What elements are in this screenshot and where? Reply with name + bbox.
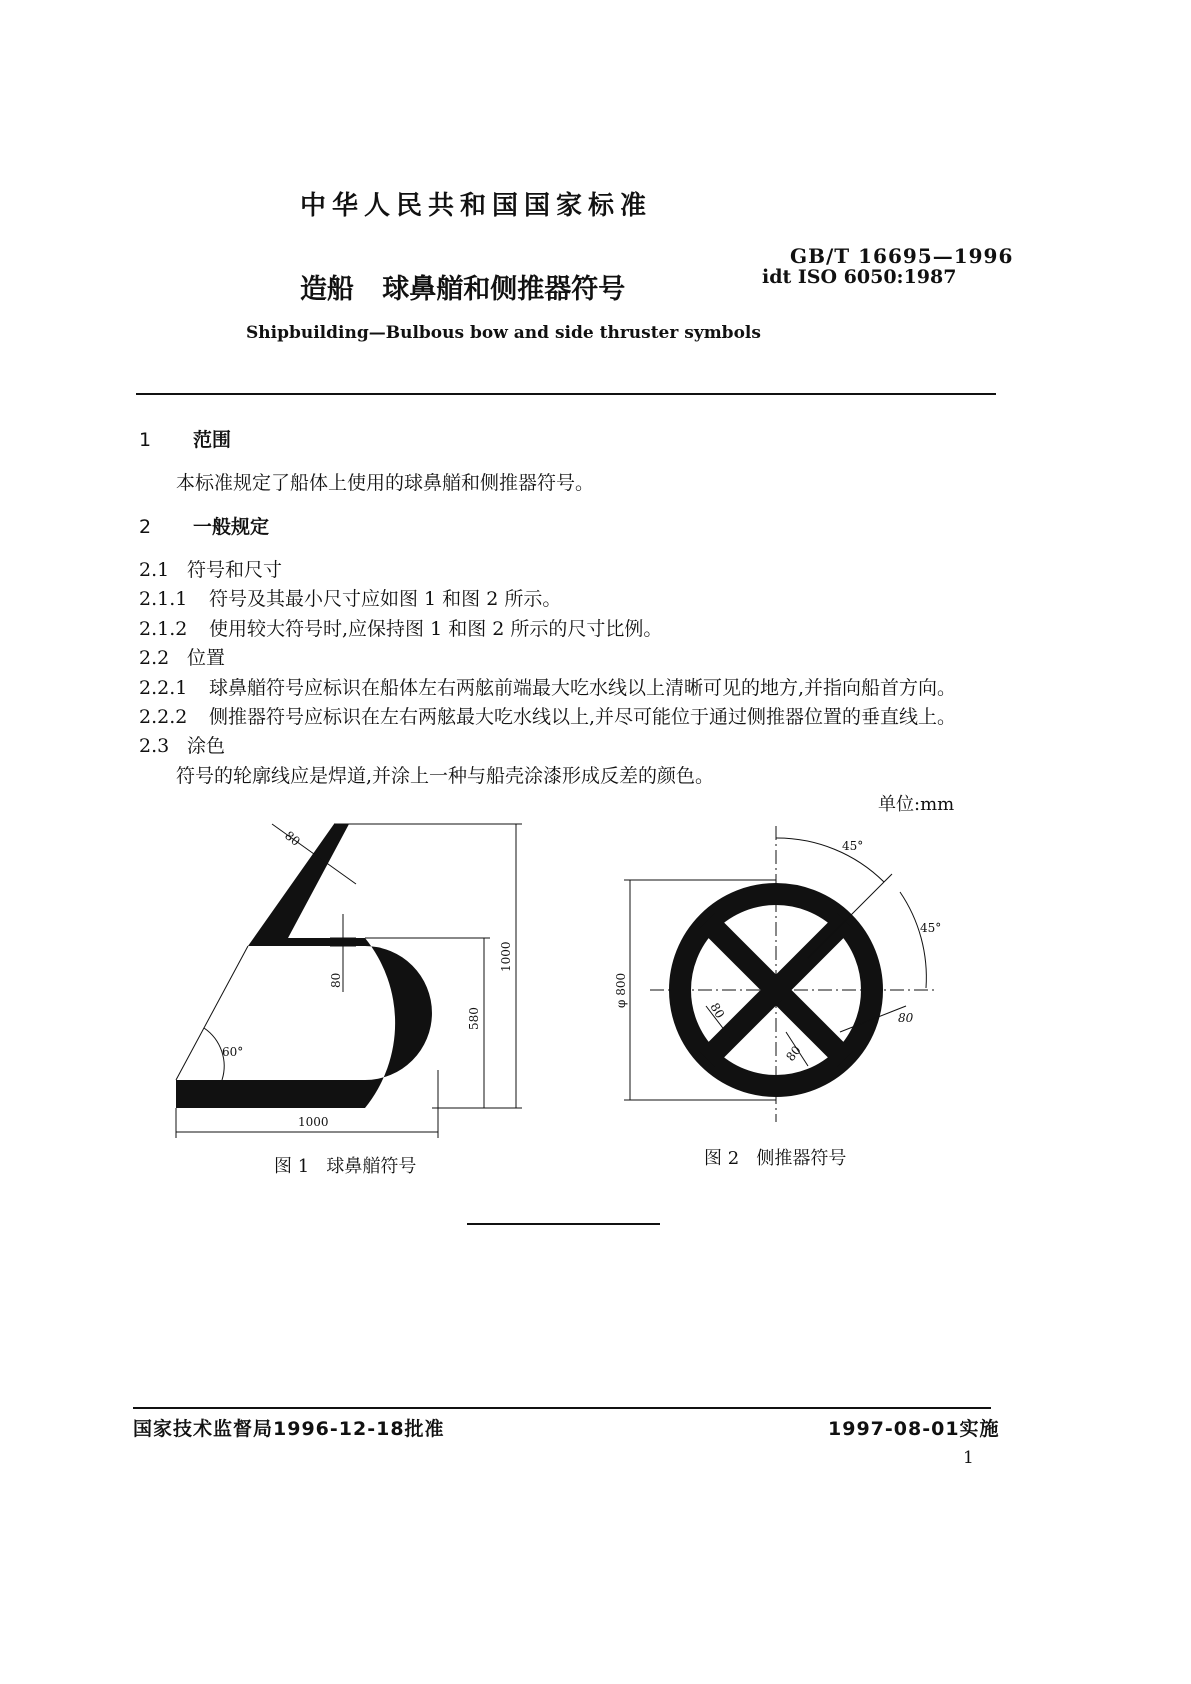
figure-1-bulbous-bow-symbol (160, 810, 560, 1150)
footer-rule (133, 1407, 991, 1409)
clause-text: 位置 (187, 647, 226, 669)
section-number: 1 (139, 429, 152, 451)
clause-number: 2.2 (139, 647, 170, 669)
section-title: 范围 (193, 429, 232, 451)
figure-2-side-thruster-symbol (608, 810, 948, 1130)
angle-top-label: 45° (842, 839, 864, 853)
section-2-heading (139, 512, 269, 539)
angle-label: 60° (222, 1045, 244, 1059)
bulbous-bow-shape (176, 824, 432, 1108)
clause-number: 2.1.1 (139, 588, 188, 610)
angle-arc-right (900, 892, 926, 988)
clause-2-2 (139, 643, 225, 670)
clause-text: 使用较大符号时,应保持图 1 和图 2 所示的尺寸比例。 (209, 618, 663, 640)
clause-2-1-2 (139, 614, 662, 641)
clause-number: 2.2.1 (139, 677, 188, 699)
clause-2-1 (139, 555, 282, 582)
clause-2-3 (139, 731, 225, 758)
ring-stroke-label: 80 (898, 1011, 914, 1025)
clause-number: 2.1 (139, 559, 170, 581)
diameter-label: φ 800 (614, 972, 628, 1008)
cross-stroke-label-a: 80 (707, 1000, 728, 1021)
standard-code: GB/T 16695—1996 (790, 244, 1014, 268)
cross-stroke-label-b: 80 (783, 1043, 804, 1064)
approval-date: 国家技术监督局1996-12-18批准 (133, 1418, 445, 1440)
section-1-heading (139, 425, 231, 452)
clause-2-2-2 (139, 702, 956, 729)
document-title-cn: 造船 球鼻艏和侧推器符号 (300, 274, 626, 305)
stroke-width-label: 80 (282, 828, 303, 849)
section-1-text: 本标准规定了船体上使用的球鼻艏和侧推器符号。 (176, 472, 595, 494)
height-total-label: 1000 (499, 941, 513, 972)
angle-arc-top (776, 838, 884, 882)
end-rule (467, 1223, 660, 1225)
implementation-date: 1997-08-01实施 (828, 1418, 1000, 1440)
clause-2-2-1 (139, 673, 956, 700)
hull-line (176, 946, 248, 1080)
page-number: 1 (963, 1448, 974, 1468)
clause-text: 涂色 (187, 735, 226, 757)
clause-number: 2.1.2 (139, 618, 188, 640)
section-number: 2 (139, 516, 152, 538)
clause-number: 2.3 (139, 735, 170, 757)
clause-text: 符号和尺寸 (187, 559, 283, 581)
clause-text: 符号及其最小尺寸应如图 1 和图 2 所示。 (209, 588, 562, 610)
figure-2-caption: 图 2 侧推器符号 (704, 1148, 847, 1169)
width-label: 1000 (298, 1115, 329, 1129)
section-title: 一般规定 (193, 516, 270, 538)
clause-text: 球鼻艏符号应标识在船体左右两舷前端最大吃水线以上清晰可见的地方,并指向船首方向。 (209, 677, 957, 699)
figure-1-caption: 图 1 球鼻艏符号 (274, 1156, 417, 1177)
document-title-en: Shipbuilding—Bulbous bow and side thruster symbols (246, 323, 761, 343)
clause-text: 侧推器符号应标识在左右两舷最大吃水线以上,并尽可能位于通过侧推器位置的垂直线上。 (209, 706, 957, 728)
inner-stroke-label: 80 (329, 972, 343, 988)
national-standard-heading: 中华人民共和国国家标准 (300, 191, 653, 221)
idt-reference: idt ISO 6050:1987 (762, 266, 957, 288)
unit-label: 单位:mm (878, 794, 955, 815)
clause-number: 2.2.2 (139, 706, 188, 728)
height-lower-label: 580 (467, 1007, 481, 1030)
header-rule (136, 393, 996, 395)
clause-2-3-body: 符号的轮廓线应是焊道,并涂上一种与船壳涂漆形成反差的颜色。 (176, 765, 715, 787)
angle-right-label: 45° (920, 921, 942, 935)
clause-2-1-1 (139, 584, 561, 611)
